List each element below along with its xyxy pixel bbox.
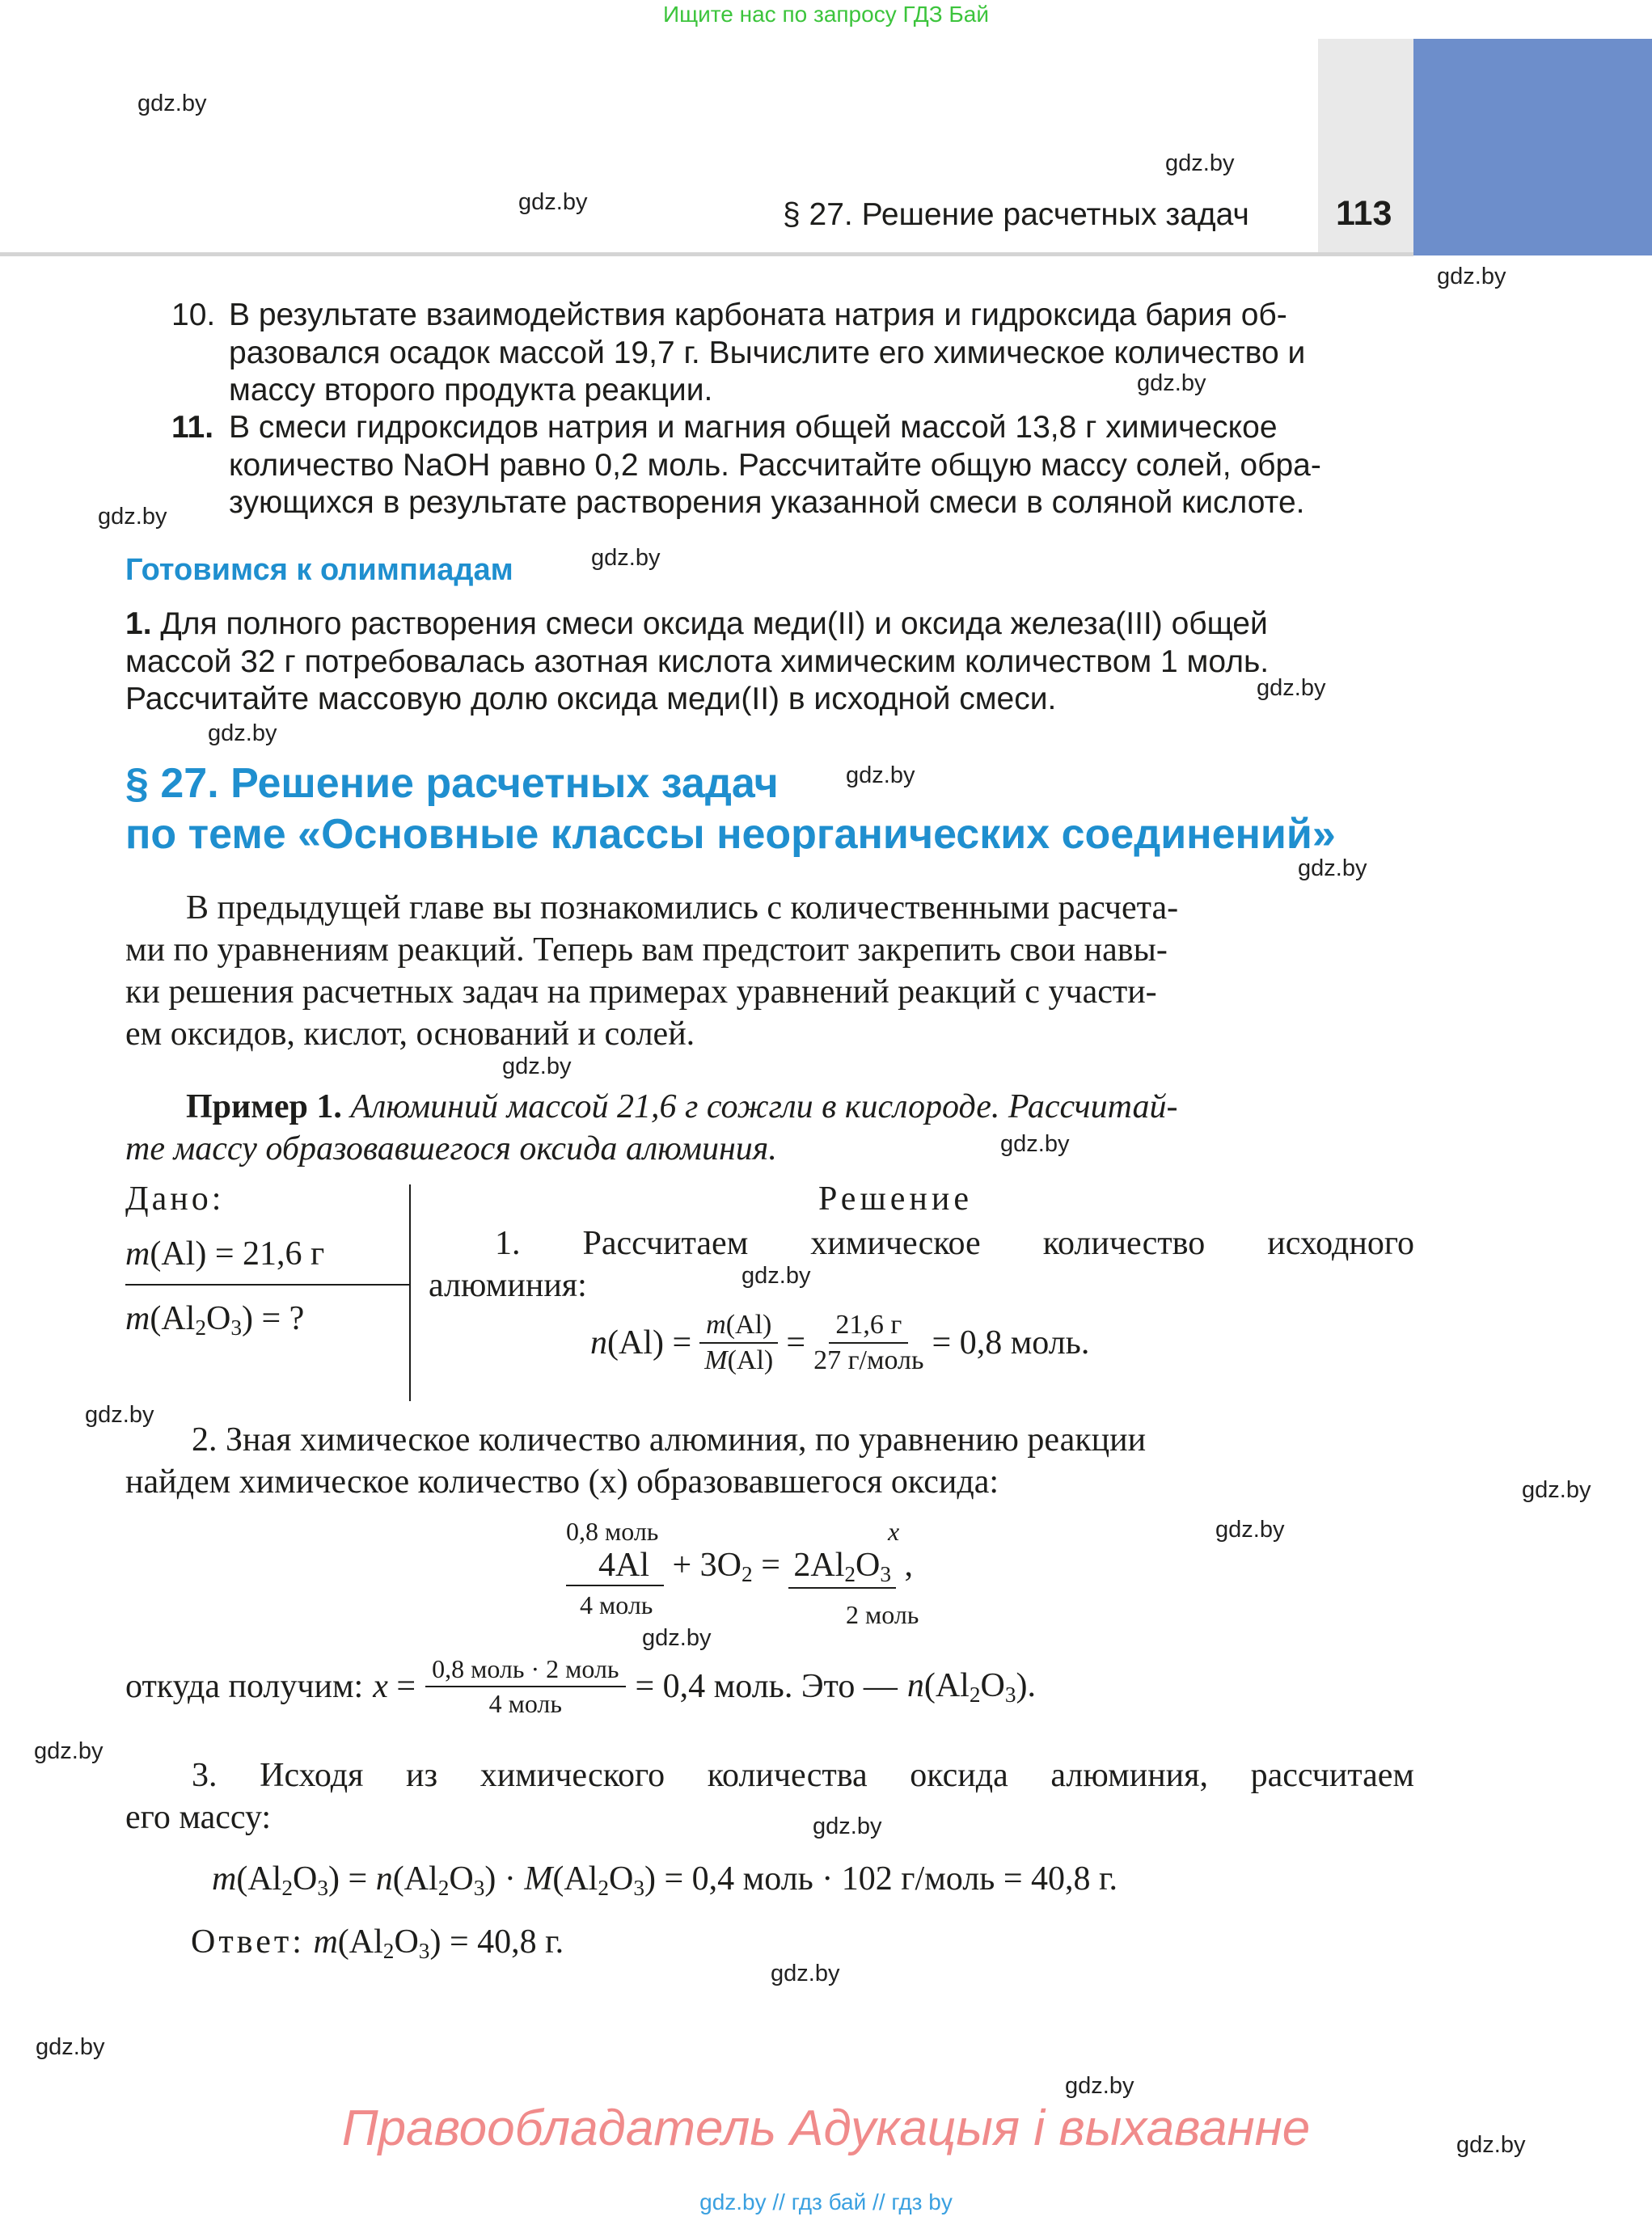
text-line: 3. Исходя из химического количества оксида алюминия, рассчитаем	[192, 1757, 1414, 1794]
example-text: те массу образовавшегося оксида алюминия.	[125, 1130, 777, 1167]
watermark: gdz.by	[813, 1813, 882, 1839]
frac-denominator: 27 г/моль	[813, 1345, 924, 1375]
eq-below-right: 2 моль	[846, 1600, 919, 1629]
answer: Ответ: $m(Al_2O_3) = 40,8$ г.	[191, 1923, 564, 1963]
footer-links[interactable]: gdz.by // гдз бай // гдз by	[699, 2189, 953, 2214]
copyright-notice: Правообладатель Адукацыя і выхаванне	[341, 2100, 1311, 2156]
reaction-equation: $4Al + 3O_2 = 2Al_2O_3$ ,	[566, 1546, 913, 1589]
running-title: § 27. Решение расчетных задач	[783, 197, 1249, 232]
unknown-mass-al2o3: $m(Al_2O_3)$ = ?	[125, 1300, 305, 1340]
page-number: 113	[1336, 194, 1392, 233]
watermark: gdz.by	[502, 1053, 572, 1079]
watermark: gdz.by	[1215, 1517, 1285, 1543]
watermark: gdz.by	[137, 91, 207, 116]
watermark: gdz.by	[1137, 370, 1206, 396]
watermark: gdz.by	[36, 2034, 105, 2060]
step-1	[429, 1222, 1414, 1307]
text-line: алюминия:	[429, 1267, 587, 1304]
example-text: Алюминий массой 21,6 г сожгли в кислороде. Рассчитай-	[350, 1088, 1178, 1125]
eq-above-left: 0,8 моль	[566, 1517, 659, 1546]
given-label: Дано:	[125, 1180, 225, 1218]
answer-label: Ответ:	[191, 1923, 305, 1961]
text-line: 2. Зная химическое количество алюминия, по уравнению реакции	[192, 1421, 1147, 1459]
text-line: ки решения расчетных задач на примерах уравнений реакций с участи-	[125, 973, 1157, 1011]
frac-numerator: 21,6 г	[829, 1310, 908, 1344]
formula-n-al: n(Al) = $\frac{m(Al)}{M(Al)}$ = $\frac{21,6 г}{\text{27 г/моль}}$ = 0,8 моль.	[590, 1310, 1090, 1375]
given-divider	[125, 1284, 411, 1286]
watermark: gdz.by	[741, 1263, 811, 1289]
calc-values: = 0,4 моль · 102 г/моль = 40,8 г.	[664, 1860, 1118, 1898]
answer-value: = 40,8 г.	[449, 1923, 564, 1961]
exercise-10	[229, 297, 1414, 410]
exercise-number: 10.	[171, 298, 216, 332]
text-line: В предыдущей главе вы познакомились с количественными расчета-	[186, 889, 1179, 927]
eq-below-left: 4 моль	[580, 1590, 653, 1619]
mass-calculation: $m(Al_2O_3) = n(Al_2O_3) \cdot M(Al_2O_3) = 0,4$ моль · 102 г/моль = 40,8 г.	[212, 1860, 1118, 1900]
text-line: ем оксидов, кислот, оснований и солей.	[125, 1015, 695, 1053]
text-line: разовался осадок массой 19,7 г. Вычислите его химическое количество и	[229, 335, 1306, 370]
watermark: gdz.by	[1065, 2073, 1134, 2099]
header-divider	[0, 252, 1413, 256]
section-title-line: § 27. Решение расчетных задач	[125, 760, 779, 807]
text-line: ми по уравнениям реакций. Теперь вам предстоит закрепить свои навы-	[125, 931, 1168, 969]
watermark: gdz.by	[98, 504, 167, 530]
text-line: Рассчитайте массовую долю оксида меди(II) в исходной смеси.	[125, 682, 1057, 716]
top-banner[interactable]: Ищите нас по запросу ГДЗ Бай	[662, 2, 990, 27]
section-title-line: по теме «Основные классы неорганических соединений»	[125, 811, 1336, 858]
step1-result: = 0,8 моль.	[932, 1324, 1090, 1362]
text-line: зующихся в результате растворения указанной смеси в соляной кислоте.	[229, 485, 1305, 520]
watermark: gdz.by	[34, 1738, 104, 1764]
watermark: gdz.by	[771, 1961, 840, 1986]
watermark: gdz.by	[1456, 2132, 1526, 2158]
watermark: gdz.by	[1298, 855, 1367, 881]
olympiad-heading: Готовимся к олимпиадам	[125, 553, 513, 587]
derive-result: = 0,4 моль. Это —	[635, 1668, 898, 1705]
watermark: gdz.by	[846, 762, 915, 788]
watermark: gdz.by	[1257, 675, 1326, 701]
derive-numerator: 0,8 моль · 2 моль	[425, 1654, 625, 1687]
solution-label: Решение	[818, 1180, 974, 1218]
watermark: gdz.by	[85, 1402, 154, 1428]
text-line: массой 32 г потребовалась азотная кислота химическим количеством 1 моль.	[125, 644, 1270, 679]
watermark: gdz.by	[1165, 150, 1235, 176]
text-line: его массу:	[125, 1799, 272, 1836]
watermark: gdz.by	[208, 720, 277, 746]
watermark: gdz.by	[1522, 1477, 1591, 1503]
problem-number: 1.	[125, 606, 152, 641]
derive-denominator: 4 моль	[488, 1689, 562, 1718]
section-title	[125, 758, 1336, 860]
derivation: откуда получим: x = $\frac{\text{0,8 моль · 2 моль}}{\text{4 моль}}$ = 0,4 моль. Это — $n(Al_2O_3)$.	[125, 1654, 1037, 1718]
step-2	[125, 1419, 1414, 1503]
olympiad-problem	[125, 606, 1414, 719]
watermark: gdz.by	[642, 1625, 712, 1651]
text-line: 1. Рассчитаем химическое количество исходного	[495, 1225, 1414, 1262]
intro-paragraph	[125, 887, 1414, 1055]
watermark: gdz.by	[518, 189, 588, 215]
text-line	[125, 606, 1414, 644]
watermark: gdz.by	[1000, 1131, 1070, 1157]
example-label: Пример 1.	[186, 1088, 342, 1125]
text-line: В результате взаимодействия карбоната натрия и гидроксида бария об-	[229, 298, 1287, 332]
given-mass-al: m(Al) = 21,6 г	[125, 1235, 325, 1273]
chapter-color-tab	[1413, 39, 1652, 255]
derive-prefix: откуда получим:	[125, 1668, 364, 1705]
exercise-number: 11.	[171, 410, 214, 445]
given-vertical-line	[409, 1184, 411, 1401]
text-line: найдем химическое количество (x) образовавшегося оксида:	[125, 1463, 999, 1501]
eq-above-right: x	[888, 1517, 900, 1546]
text-line: В смеси гидроксидов натрия и магния общей массой 13,8 г химическое	[229, 410, 1278, 445]
example-statement	[125, 1086, 1414, 1170]
text-line-content: Для полного растворения смеси оксида меди(II) и оксида железа(III) общей	[160, 606, 1268, 641]
watermark: gdz.by	[1437, 264, 1506, 289]
text-line: количество NaOH равно 0,2 моль. Рассчитайте общую массу солей, обра-	[229, 447, 1321, 483]
text-line: массу второго продукта реакции.	[229, 373, 713, 407]
exercise-11	[229, 409, 1414, 522]
watermark: gdz.by	[591, 545, 661, 571]
step-3	[125, 1754, 1414, 1839]
